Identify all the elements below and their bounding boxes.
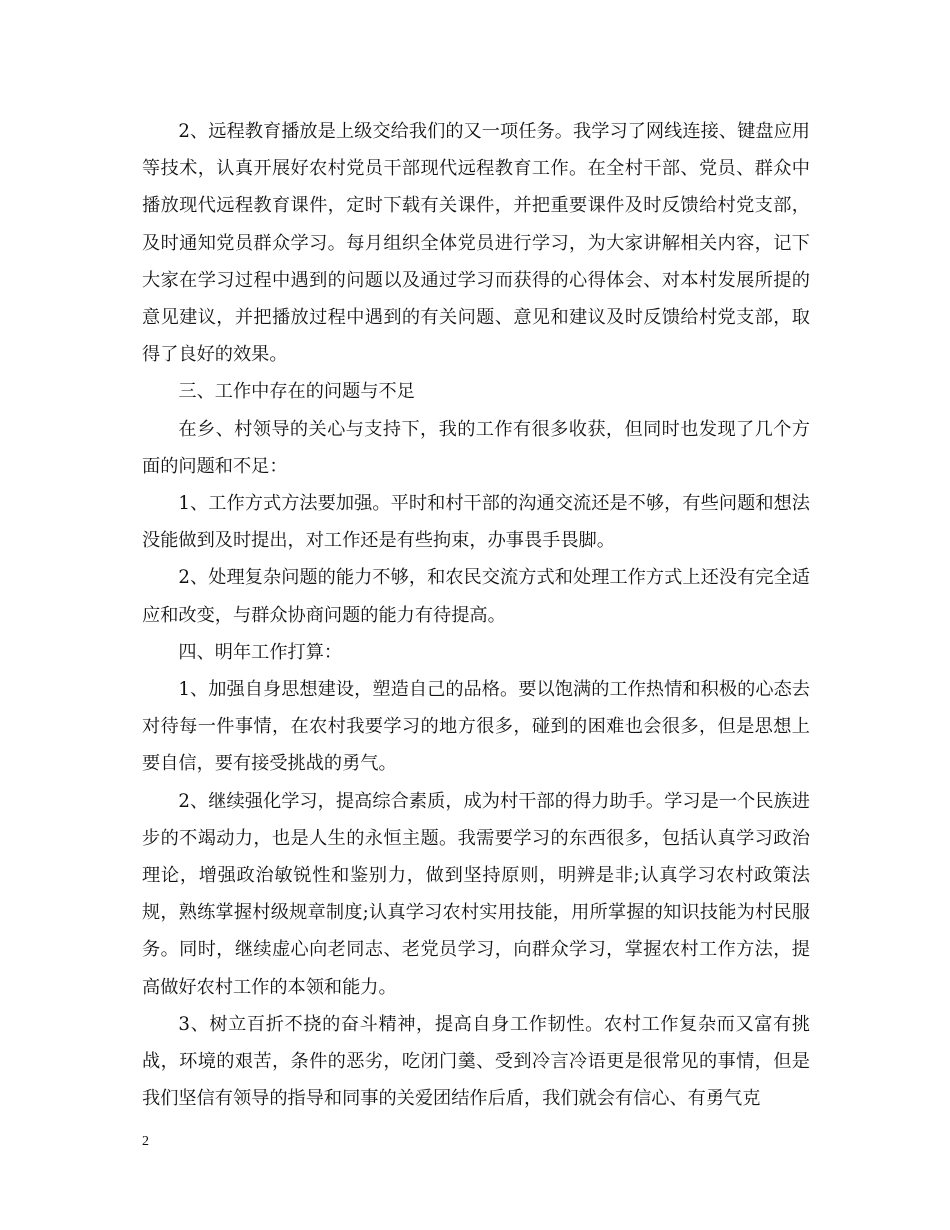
heading-next-year-plan: 四、明年工作打算： xyxy=(178,641,343,663)
paragraph-plan-2: 2、继续强化学习，提高综合素质，成为村干部的得力助手。学习是一个民族进步的不竭动力，也是人生的永恒主题。我需要学习的东西很多，包括认真学习政治理论，增强政治敏锐性和鉴别力，做到坚持原则，明辨是非;认真学习农村政策法规，熟练掌握村级规章制度;认真学习农村实用技能，用所掌握的知识技能为村民服务。同时，继续虚心向老同志、老党员学习，向群众学习，掌握农村工作方法，提高做好农村工作的本领和能力。 xyxy=(142,790,810,998)
paragraph-plan-3: 3、树立百折不挠的奋斗精神，提高自身工作韧性。农村工作复杂而又富有挑战，环境的艰苦，条件的恶劣，吃闭门羹、受到冷言冷语更是很常见的事情，但是我们坚信有领导的指导和同事的关爱团结作后盾，我们就会有信心、有勇气克 xyxy=(142,1013,810,1110)
document-body xyxy=(142,113,810,1117)
paragraph-problem-2: 2、处理复杂问题的能力不够，和农民交流方式和处理工作方式上还没有完全适应和改变，与群众协商问题的能力有待提高。 xyxy=(142,567,810,626)
heading-problems-and-shortcomings: 三、工作中存在的问题与不足 xyxy=(178,381,415,403)
page-number: 2 xyxy=(142,1134,149,1149)
paragraph-remote-education: 2、远程教育播放是上级交给我们的又一项任务。我学习了网线连接、键盘应用等技术，认真开展好农村党员干部现代远程教育工作。在全村干部、党员、群众中播放现代远程教育课件，定时下载有关课件，并把重要课件及时反馈给村党支部，及时通知党员群众学习。每月组织全体党员进行学习，为大家讲解相关内容，记下大家在学习过程中遇到的问题以及通过学习而获得的心得体会、对本村发展所提的意见建议，并把播放过程中遇到的有关问题、意见和建议及时反馈给村党支部，取得了良好的效果。 xyxy=(142,121,810,366)
paragraph-plan-1: 1、加强自身思想建设，塑造自己的品格。要以饱满的工作热情和积极的心态去对待每一件事情，在农村我要学习的地方很多，碰到的困难也会很多，但是思想上要自信，要有接受挑战的勇气。 xyxy=(142,679,810,775)
paragraph-problem-1: 1、工作方式方法要加强。平时和村干部的沟通交流还是不够，有些问题和想法没能做到及时提出，对工作还是有些拘束，办事畏手畏脚。 xyxy=(142,493,810,552)
paragraph-problems-intro: 在乡、村领导的关心与支持下，我的工作有很多收获，但同时也发现了几个方面的问题和不足： xyxy=(142,418,810,477)
